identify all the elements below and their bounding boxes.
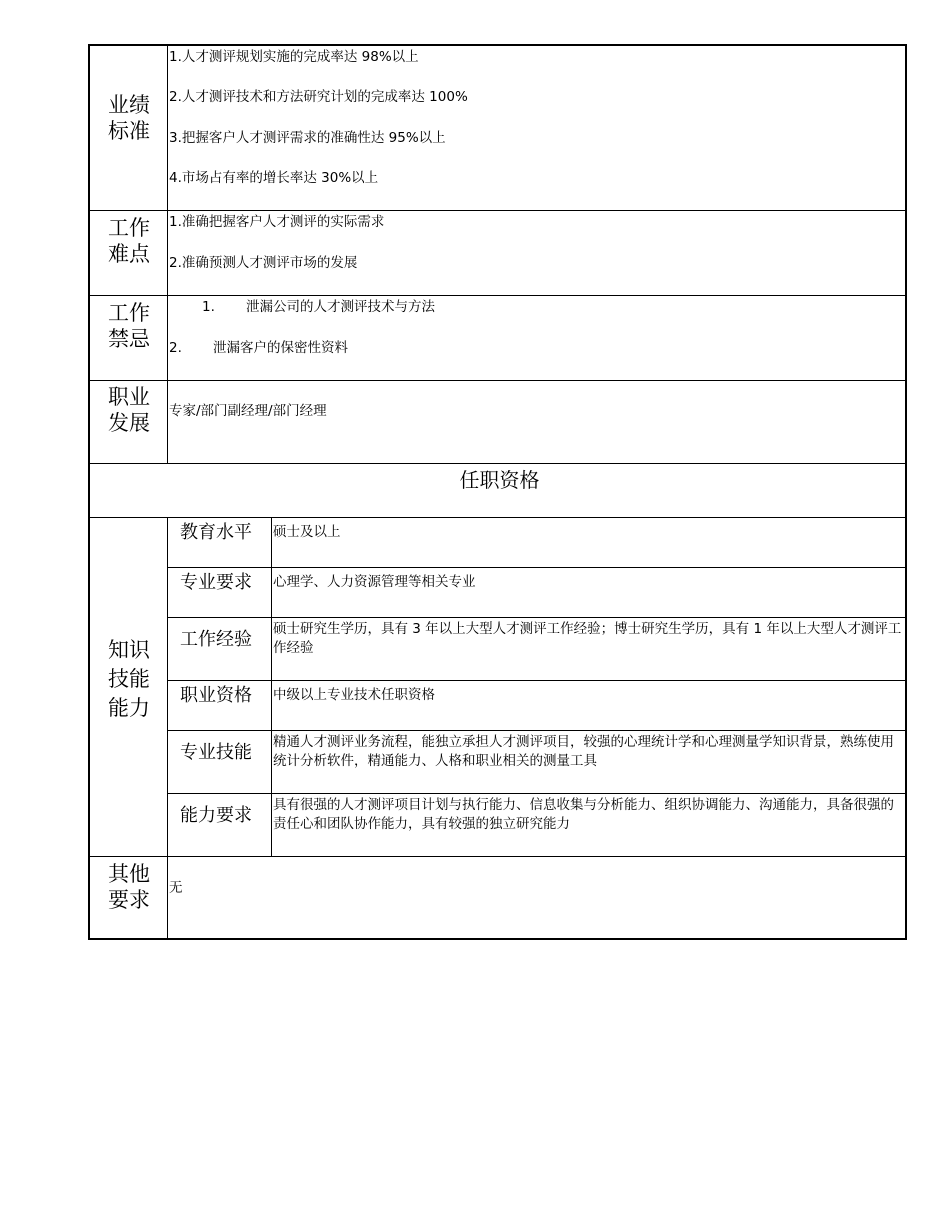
taboo-item-text: 泄漏公司的人才测评技术与方法: [246, 299, 435, 315]
performance-item: 4.市场占有率的增长率达 30%以上: [169, 170, 379, 186]
skills-label: 专业技能: [180, 742, 252, 763]
certification-label: 职业资格: [180, 685, 252, 706]
row-divider: [168, 680, 907, 681]
row-divider: [90, 380, 907, 381]
row-divider: [90, 210, 907, 211]
certification-value: 中级以上专业技术任职资格: [273, 687, 435, 703]
job-description-table: [88, 44, 907, 940]
career-label: 职业 发展: [108, 385, 150, 435]
row-divider: [168, 730, 907, 731]
ability-label: 能力要求: [180, 805, 252, 826]
taboo-item-number: 2.: [169, 340, 182, 356]
row-divider: [168, 567, 907, 568]
row-divider: [168, 793, 907, 794]
row-divider: [90, 295, 907, 296]
skills-value: 精通人才测评业务流程，能独立承担人才测评项目，较强的心理统计学和心理测量学知识背景，熟练使用统计分析软件，精通能力、人格和职业相关的测量工具: [273, 734, 894, 769]
row-divider: [90, 856, 907, 857]
difficulty-item: 1.准确把握客户人才测评的实际需求: [169, 214, 385, 230]
taboo-label: 工作 禁忌: [108, 301, 150, 351]
education-label: 教育水平: [180, 522, 252, 543]
qualification-title: 任职资格: [459, 468, 540, 492]
row-divider: [168, 617, 907, 618]
experience-label: 工作经验: [180, 629, 252, 650]
major-value: 心理学、人力资源管理等相关专业: [273, 574, 476, 590]
column-divider: [271, 517, 272, 856]
experience-value: 硕士研究生学历，具有 3 年以上大型人才测评工作经验；博士研究生学历，具有 1 年以上大型人才测评工作经验: [273, 621, 902, 656]
row-divider: [90, 463, 907, 464]
taboo-item-number: 1.: [202, 299, 215, 315]
major-label: 专业要求: [180, 572, 252, 593]
performance-item: 1.人才测评规划实施的完成率达 98%以上: [169, 49, 419, 65]
taboo-item-text: 泄漏客户的保密性资料: [213, 340, 348, 356]
difficulty-item: 2.准确预测人才测评市场的发展: [169, 255, 358, 271]
qualification-group-label: 知识 技能 能力: [108, 638, 150, 720]
performance-item: 2.人才测评技术和方法研究计划的完成率达 100%: [169, 89, 468, 105]
performance-item: 3.把握客户人才测评需求的准确性达 95%以上: [169, 130, 446, 146]
other-value: 无: [169, 880, 183, 896]
difficulty-label: 工作 难点: [108, 216, 150, 266]
row-divider: [90, 517, 907, 518]
performance-label: 业绩 标准: [108, 93, 150, 143]
education-value: 硕士及以上: [273, 524, 341, 540]
career-path: 专家/部门副经理/部门经理: [169, 403, 327, 419]
ability-value: 具有很强的人才测评项目计划与执行能力、信息收集与分析能力、组织协调能力、沟通能力，具备很强的责任心和团队协作能力，具有较强的独立研究能力: [273, 797, 894, 832]
other-label: 其他 要求: [108, 862, 150, 912]
